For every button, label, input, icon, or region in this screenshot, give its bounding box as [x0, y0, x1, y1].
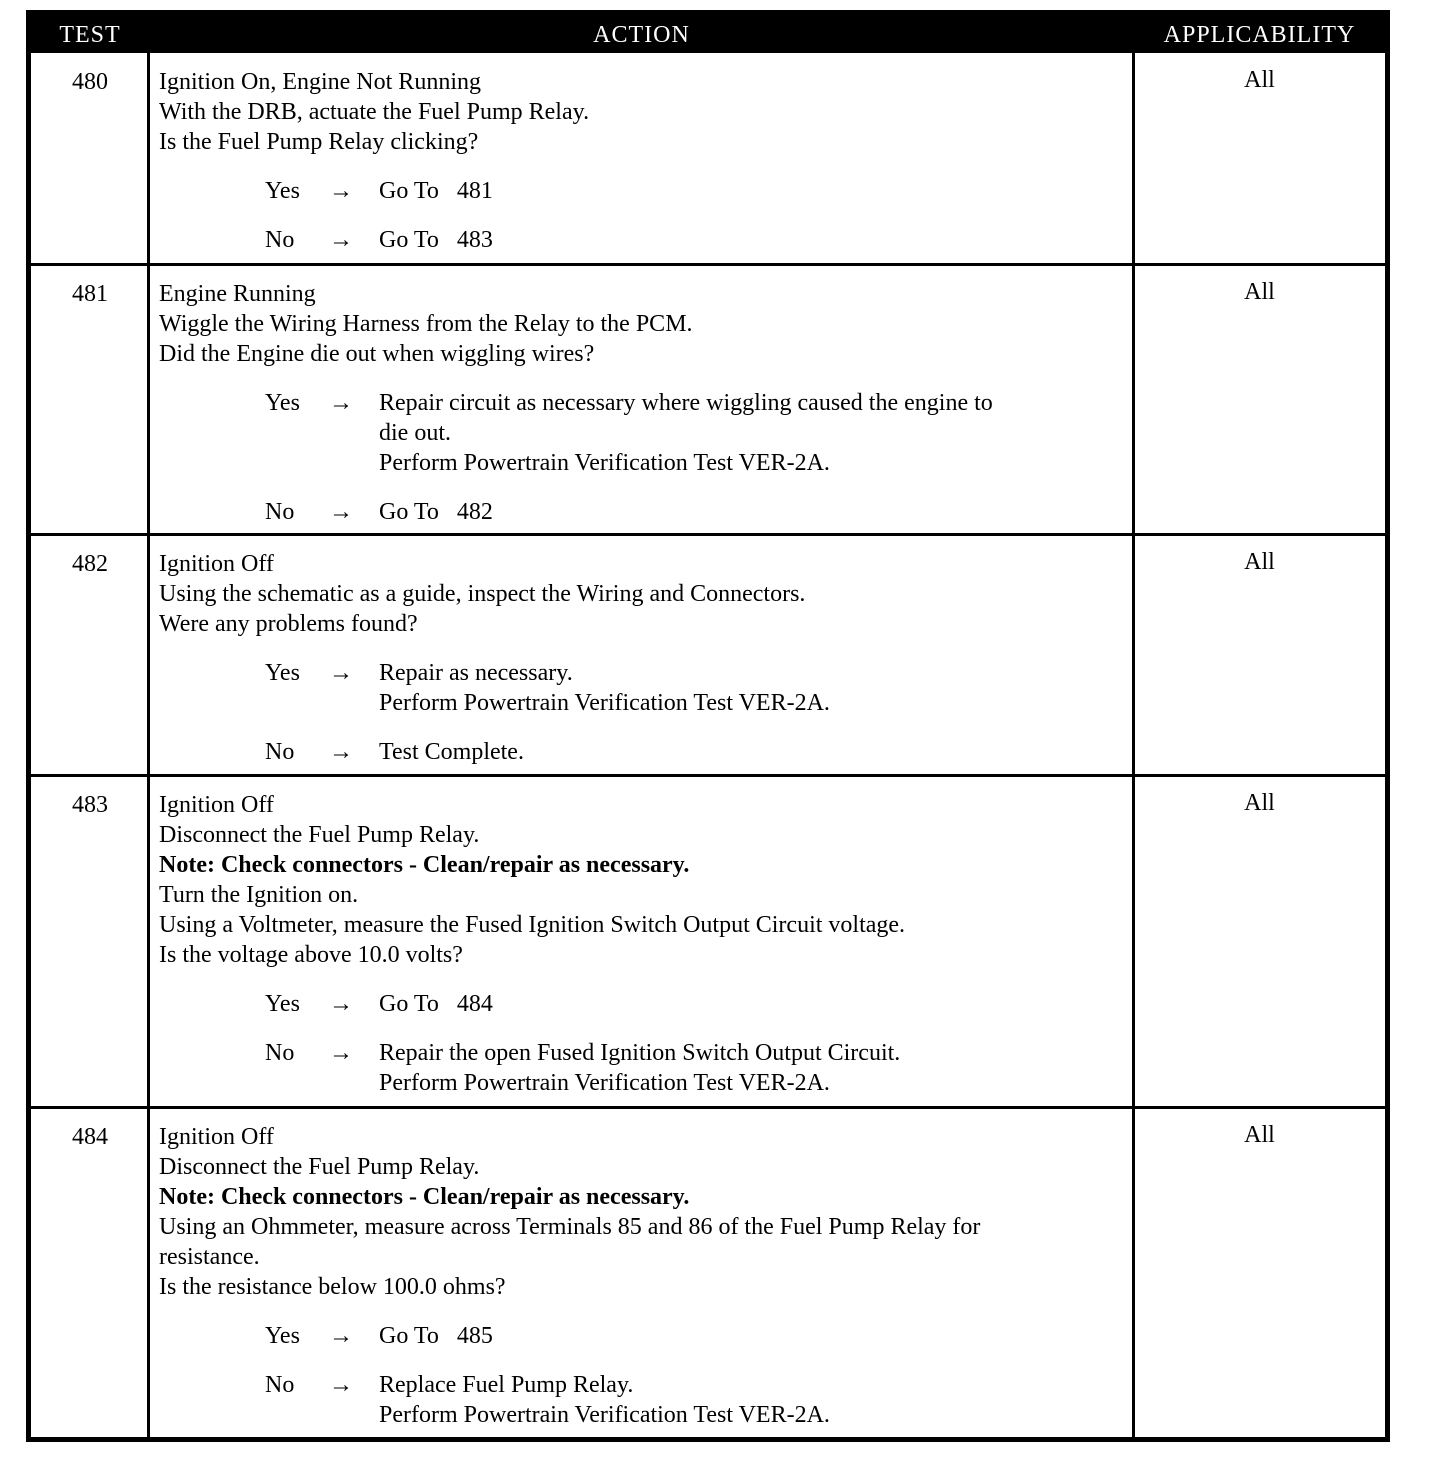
applicability-value: All: [1244, 279, 1275, 305]
test-number: 483: [72, 792, 108, 818]
answer-options: [159, 1321, 1131, 1430]
action-cell: [159, 279, 1131, 527]
header-applicability: APPLICABILITY: [1163, 22, 1356, 48]
answer-label: No: [265, 1372, 295, 1398]
applicability-value: All: [1244, 1122, 1275, 1148]
action-step: Disconnect the Fuel Pump Relay.: [159, 822, 480, 848]
arrow-right-icon: →: [329, 178, 353, 204]
result-line: Test Complete.: [379, 739, 524, 765]
action-step: resistance.: [159, 1244, 260, 1270]
answer-result: [379, 225, 1131, 255]
answer-result: [379, 497, 1131, 527]
applicability-value: All: [1244, 549, 1275, 575]
answer-result: [379, 388, 1131, 478]
answer-option: [159, 388, 1131, 478]
action-step: Using the schematic as a guide, inspect the Wiring and Connectors.: [159, 581, 806, 607]
answer-option: [159, 737, 1131, 767]
table-row: [31, 265, 1385, 535]
result-line: Perform Powertrain Verification Test VER-2A.: [379, 1402, 830, 1428]
answer-option: [159, 1321, 1131, 1351]
arrow-right-icon: →: [329, 390, 353, 416]
result-line: Replace Fuel Pump Relay.: [379, 1372, 634, 1398]
result-line: Repair the open Fused Ignition Switch Output Circuit.: [379, 1040, 901, 1066]
answer-label: No: [265, 739, 295, 765]
applicability-value: All: [1244, 67, 1275, 93]
arrow-right-icon: →: [329, 660, 353, 686]
action-step: Is the voltage above 10.0 volts?: [159, 942, 463, 968]
answer-result: [379, 1321, 1131, 1351]
test-number: 482: [72, 551, 108, 577]
test-number: 481: [72, 281, 108, 307]
arrow-right-icon: →: [329, 1323, 353, 1349]
answer-result: [379, 1370, 1131, 1430]
action-cell: [159, 67, 1131, 255]
diagnostic-test-table: [26, 10, 1390, 1442]
result-line: Perform Powertrain Verification Test VER-2A.: [379, 1070, 830, 1096]
row-divider: [31, 774, 1385, 777]
row-divider: [31, 263, 1385, 266]
result-line: Repair circuit as necessary where wiggling caused the engine to: [379, 390, 993, 416]
table-header: [31, 15, 1385, 53]
arrow-right-icon: →: [329, 499, 353, 525]
result-line: Perform Powertrain Verification Test VER-2A.: [379, 690, 830, 716]
test-number: 480: [72, 69, 108, 95]
action-step: Using a Voltmeter, measure the Fused Ignition Switch Output Circuit voltage.: [159, 912, 906, 938]
answer-result: [379, 1038, 1131, 1098]
action-step: With the DRB, actuate the Fuel Pump Relay.: [159, 99, 590, 125]
answer-option: [159, 1370, 1131, 1430]
result-line: Go To 483: [379, 227, 493, 253]
answer-label: Yes: [265, 1323, 300, 1349]
answer-option: [159, 658, 1131, 718]
answer-options: [159, 658, 1131, 767]
action-step: Ignition On, Engine Not Running: [159, 69, 481, 95]
answer-label: No: [265, 499, 295, 525]
action-step: Is the resistance below 100.0 ohms?: [159, 1274, 506, 1300]
arrow-right-icon: →: [329, 1372, 353, 1398]
action-cell: [159, 790, 1131, 1098]
answer-result: [379, 176, 1131, 206]
answer-result: [379, 737, 1131, 767]
action-note: Note: Check connectors - Clean/repair as necessary.: [159, 1184, 690, 1210]
answer-options: [159, 176, 1131, 255]
answer-label: No: [265, 227, 295, 253]
table-row: [31, 535, 1385, 776]
row-divider: [31, 1106, 1385, 1109]
action-step: Ignition Off: [159, 1124, 274, 1150]
answer-options: [159, 388, 1131, 527]
table-row: [31, 53, 1385, 265]
applicability-value: All: [1244, 790, 1275, 816]
answer-label: Yes: [265, 660, 300, 686]
result-line: Perform Powertrain Verification Test VER-2A.: [379, 450, 830, 476]
row-divider: [31, 533, 1385, 536]
table-row: [31, 1108, 1385, 1442]
answer-option: [159, 989, 1131, 1019]
header-action: ACTION: [593, 22, 690, 48]
action-step: Ignition Off: [159, 551, 274, 577]
answer-option: [159, 225, 1131, 255]
action-step: Disconnect the Fuel Pump Relay.: [159, 1154, 480, 1180]
action-step: Were any problems found?: [159, 611, 418, 637]
result-line: Repair as necessary.: [379, 660, 573, 686]
action-step: Engine Running: [159, 281, 316, 307]
answer-option: [159, 1038, 1131, 1098]
table-row: [31, 776, 1385, 1108]
answer-result: [379, 989, 1131, 1019]
answer-options: [159, 989, 1131, 1098]
arrow-right-icon: →: [329, 991, 353, 1017]
action-step: Using an Ohmmeter, measure across Terminals 85 and 86 of the Fuel Pump Relay for: [159, 1214, 981, 1240]
action-cell: [159, 549, 1131, 767]
arrow-right-icon: →: [329, 227, 353, 253]
action-step: Is the Fuel Pump Relay clicking?: [159, 129, 479, 155]
action-step: Wiggle the Wiring Harness from the Relay to the PCM.: [159, 311, 693, 337]
action-cell: [159, 1122, 1131, 1430]
header-test: TEST: [59, 22, 121, 48]
answer-option: [159, 176, 1131, 206]
action-step: Ignition Off: [159, 792, 274, 818]
arrow-right-icon: →: [329, 739, 353, 765]
result-line: Go To 482: [379, 499, 493, 525]
answer-label: Yes: [265, 991, 300, 1017]
test-number: 484: [72, 1124, 108, 1150]
action-note: Note: Check connectors - Clean/repair as necessary.: [159, 852, 690, 878]
result-line: Go To 485: [379, 1323, 493, 1349]
action-step: Turn the Ignition on.: [159, 882, 359, 908]
answer-label: Yes: [265, 178, 300, 204]
answer-result: [379, 658, 1131, 718]
answer-label: No: [265, 1040, 295, 1066]
result-line: Go To 484: [379, 991, 493, 1017]
arrow-right-icon: →: [329, 1040, 353, 1066]
result-line: die out.: [379, 420, 451, 446]
action-step: Did the Engine die out when wiggling wires?: [159, 341, 595, 367]
answer-label: Yes: [265, 390, 300, 416]
answer-option: [159, 497, 1131, 527]
result-line: Go To 481: [379, 178, 493, 204]
